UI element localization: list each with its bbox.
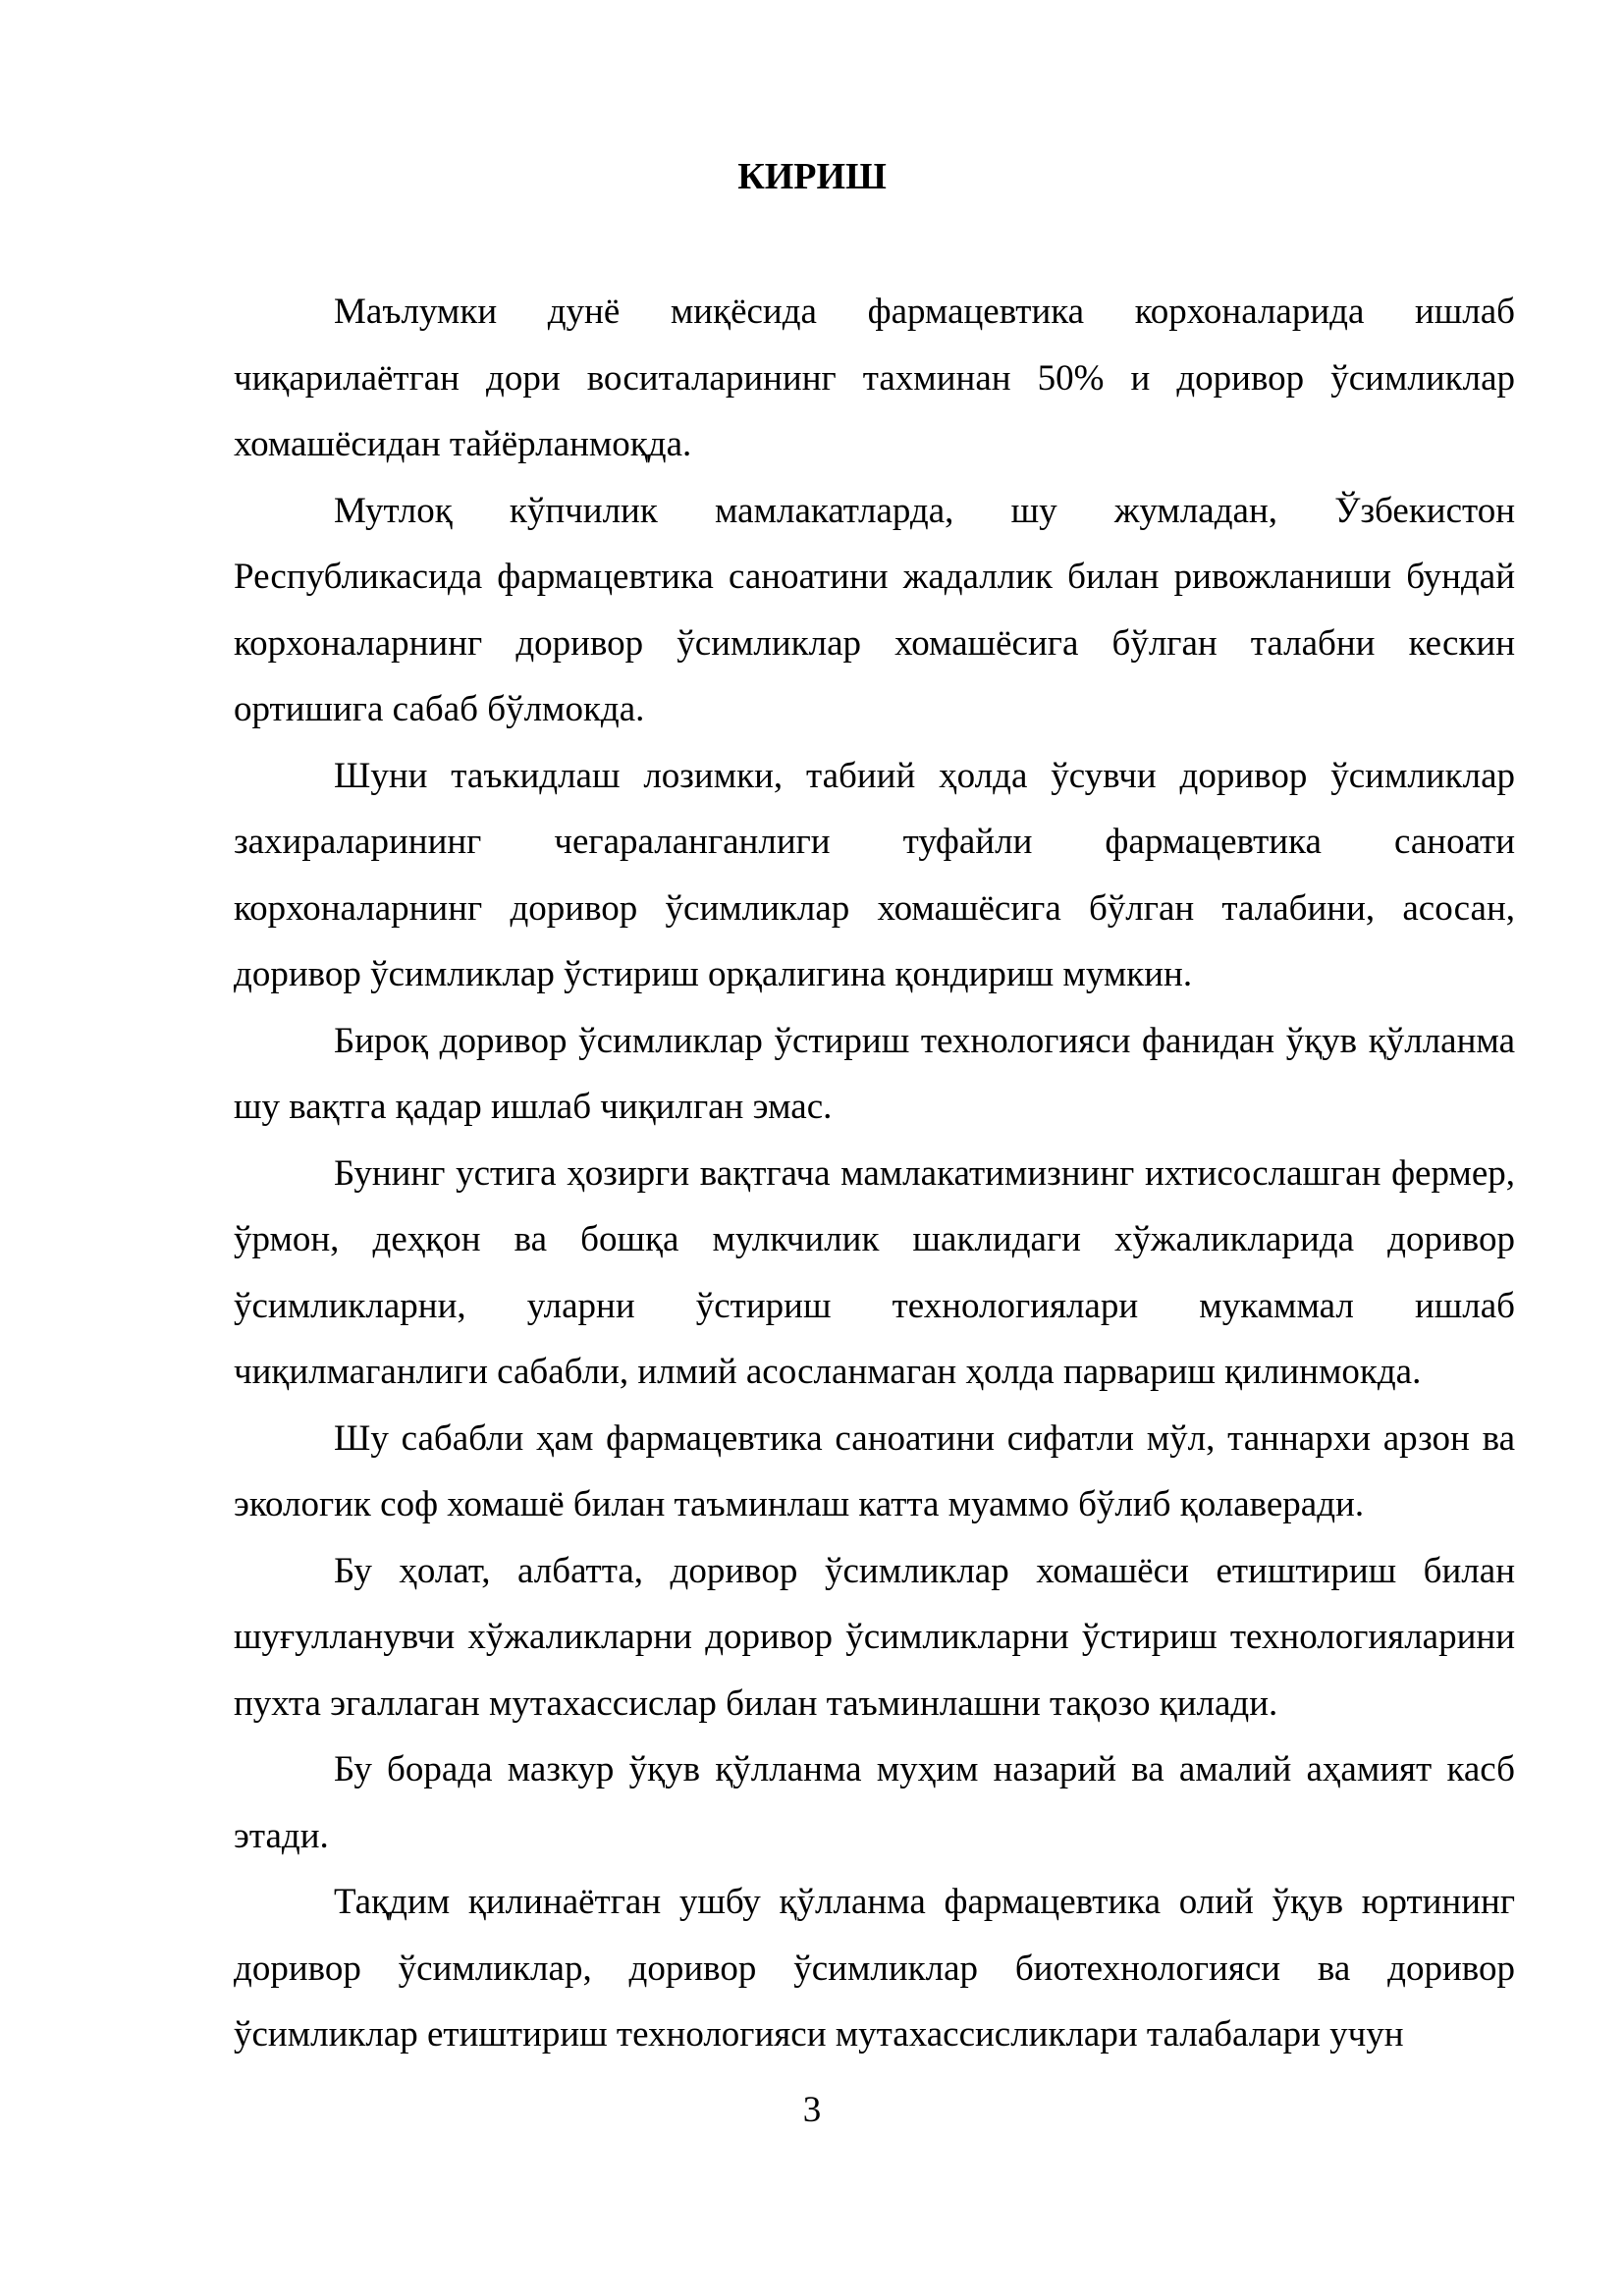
paragraph-3: Шуни таъкидлаш лозимки, табиий ҳолда ўсувчи доривор ўсимликлар захираларининг чегараланганлиги туфайли фармацевтика саноати корхоналарнинг доривор ўсимликлар хомашёсига бўлган талабини, асосан, доривор ўсимликлар ўстириш орқалигина қондириш мумкин. bbox=[234, 755, 1515, 994]
paragraph-8: Бу борада мазкур ўқув қўлланма муҳим назарий ва амалий аҳамият касб этади. bbox=[234, 1749, 1515, 1856]
paragraph-7: Бу ҳолат, албатта, доривор ўсимликлар хомашёси етиштириш билан шуғулланувчи хўжаликларни доривор ўсимликларни ўстириш технологияларини пухта эгаллаган мутахассислар билан таъминлашни тақозо қилади. bbox=[234, 1550, 1515, 1724]
paragraph-4: Бироқ доривор ўсимликлар ўстириш технологияси фанидан ўқув қўлланма шу вақтга қадар ишлаб чиқилган эмас. bbox=[234, 1020, 1515, 1127]
paragraph-2: Мутлоқ кўпчилик мамлакатларда, шу жумладан, Ўзбекистон Республикасида фармацевтика саноатини жадаллик билан ривожланиши бундай корхоналарнинг доривор ўсимликлар хомашёсига бўлган талабни кескин ортишига сабаб бўлмокда. bbox=[234, 490, 1515, 729]
paragraph-6: Шу сабабли ҳам фармацевтика саноатини сифатли мўл, таннархи арзон ва экологик соф хомашё билан таъминлаш катта муаммо бўлиб қолаверади. bbox=[234, 1417, 1515, 1524]
body-text bbox=[234, 279, 1515, 2068]
paragraph-5: Бунинг устига ҳозирги вақтгача мамлакатимизнинг ихтисослашган фермер, ўрмон, деҳқон ва бошқа мулкчилик шаклидаги хўжаликларида доривор ўсимликларни, уларни ўстириш технологиялари мукаммал ишлаб чиқилмаганлиги сабабли, илмий асосланмаган ҳолда парвариш қилинмокда. bbox=[234, 1152, 1515, 1392]
paragraph-1: Маълумки дунё миқёсида фармацевтика корхоналарида ишлаб чиқарилаётган дори воситаларининг тахминан 50% и доривор ўсимликлар хомашёсидан тайёрланмоқда. bbox=[234, 292, 1515, 464]
page-number: 3 bbox=[802, 2090, 822, 2130]
page-title: КИРИШ bbox=[737, 156, 887, 197]
paragraph-9: Тақдим қилинаётган ушбу қўлланма фармацевтика олий ўқув юртининг доривор ўсимликлар, доривор ўсимликлар биотехнологияси ва доривор ўсимликлар етиштириш технологияси мутахассисликлари талабалари учун bbox=[234, 1882, 1515, 2055]
